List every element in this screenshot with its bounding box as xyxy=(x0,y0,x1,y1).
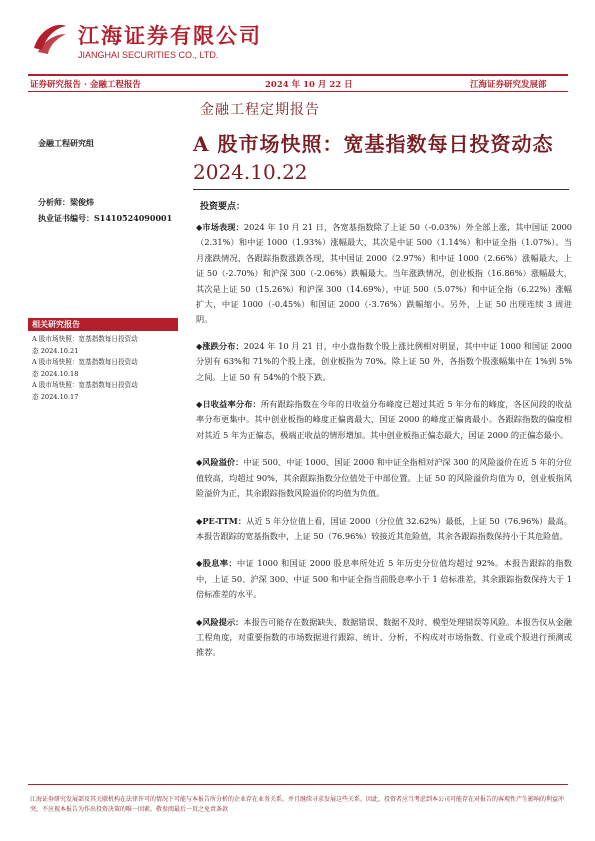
related-item: 态 2024.10.21 xyxy=(32,346,79,355)
header-bottom-rule xyxy=(28,91,568,92)
paragraph-label: ◆风险溢价： xyxy=(196,457,244,468)
paragraph-label: ◆日收益率分布： xyxy=(196,399,261,410)
paragraph-text: 2024 年 10 月 21 日，中小盘指数个股上涨比例相对明显，其中中证 1000 和国证 2000 分别有 63%和 71%的个股上涨，创业板指为 70%。除上证 50 外，各指数个股涨幅集中在 1%到 5%之间。上证 50 有 54%的个股下跌。 xyxy=(196,340,573,382)
paragraph-label: ◆风险提示： xyxy=(196,616,244,627)
company-logo-icon xyxy=(30,18,70,58)
key-points-body xyxy=(196,220,572,673)
report-title: A 股市场快照：宽基指数每日投资动态 xyxy=(193,132,554,156)
paragraph-risk-premium xyxy=(196,455,572,501)
header-top-rule xyxy=(28,74,568,76)
paragraph-dividend-yield xyxy=(196,556,572,602)
related-item: A 股市场快照：宽基指数每日投资动 xyxy=(32,335,138,343)
paragraph-text: 从近 5 年分位值上看，国证 2000（分位值 32.62%）最低，上证 50（76.96%）最高。本报告跟踪的宽基指数中，上证 50（76.96%）较接近其危险值，其余各跟踪指数保持小于其危险值。 xyxy=(196,515,573,541)
paragraph-advance-decline xyxy=(196,339,572,385)
paragraph-return-distribution xyxy=(196,397,572,443)
paragraph-text: 本报告可能存在数据缺失、数据错误、数据不及时、模型处理错误等风险。本报告仅从金融工程角度，对重要指数的市场数据进行跟踪、统计、分析，不构成对市场指数、行业或个股进行预测或推荐。 xyxy=(196,616,572,658)
related-item: A 股市场快照：宽基指数每日投资动 xyxy=(32,358,138,367)
paragraph-text: 中证 1000 和国证 2000 股息率所处近 5 年历史分位值均超过 92%。本报告跟踪的指数中，上证 50、沪深 300、中证 500 和中证全指当前股息率小于 1 倍标准差，其余跟踪指数保持大于 1 倍标准差的水平。 xyxy=(196,558,572,600)
institute-name: 江海证券研究发展部 xyxy=(470,80,547,90)
report-date: 2024 年 10 月 22 日 xyxy=(265,80,353,90)
disclaimer-text: 江海证券研究发展部及其关联机构在法律许可的情况下可能与本报告所分析的企业存在业务关系，并且继续寻求发展这些关系。因此，投资者应当考虑到本公司可能存在对报告的客观性产生影响的利益冲突，不应视本报告为作出投资决策的唯一因素。敬参阅最后一页之免责条款 xyxy=(30,796,565,813)
paragraph-label: ◆涨跌分布： xyxy=(196,340,244,351)
brand-name-en: JIANGHAI SECURITIES CO., LTD. xyxy=(78,50,219,60)
related-research-title: 相关研究报告 xyxy=(32,319,80,329)
analyst-name: 分析师：梁俊炜 xyxy=(38,197,94,207)
paragraph-text: 中证 500、中证 1000、国证 2000 和中证全指相对沪深 300 的风险溢价在近 5 年的分位值较高，均超过 90%，其余跟踪指数分位值处于中部位置。上证 50 的风险溢价均值为 0，创业板指风险溢价为正，其余跟踪指数风险溢价的均值为负值。 xyxy=(196,457,572,499)
title-divider xyxy=(193,189,569,190)
section-label: 投资要点： xyxy=(200,202,246,212)
paragraph-text: 2024 年 10 月 21 日，各宽基指数除了上证 50（-0.03%）外全部上涨，其中国证 2000（2.31%）和中证 1000（1.93%）涨幅最大，其次是中证 500（1.14%）和中证全指（1.07%）。当月涨跌情况，各跟踪指数涨跌各现，其中国证 2000（2.97%）和中证 1000（2.66%）涨幅最大，上证 50（-2.70%）和沪深 300（-2.06%）跌幅最大。当年涨跌情况，创业板指（16.86%）涨幅最大，其次是上证 50（15.26%）和沪深 300（14.69%），中证 500（5.07%）和中证全指（6.22%）涨幅扩大，中证 1000（-0.45%）和国证 2000（-3.76%）跌幅缩小。另外，上证 50 出现连续 3 周进阴。 xyxy=(196,222,572,325)
report-title-date: 2024.10.22 xyxy=(193,160,308,184)
paragraph-risk-warning xyxy=(196,615,572,661)
paragraph-label: ◆PE-TTM： xyxy=(196,515,247,526)
research-group: 金融工程研究组 xyxy=(38,138,94,148)
certificate-number: 执业证书编号：S1410524090001 xyxy=(38,213,173,223)
related-item: 态 2024.10.18 xyxy=(32,369,79,378)
related-item: A 股市场快照：宽基指数每日投资动 xyxy=(32,381,138,390)
paragraph-text: 所有跟踪指数在今年的日收益分布峰度已超过其近 5 年分布的峰度，各区间段的收益率分布更集中。其中创业板指的峰度正偏离最大，国证 2000 的峰度正偏离最小。各跟踪指数的偏度相对其近 5 年为正偏态，极端正收益的情形增加。其中创业板指正偏态最大，国证 2000 的正偏态最小。 xyxy=(196,399,573,440)
paragraph-label: ◆市场表现： xyxy=(196,222,244,232)
brand-name-cn: 江海证券有限公司 xyxy=(78,23,262,48)
report-subtitle: 金融工程定期报告 xyxy=(200,102,320,118)
paragraph-market-performance xyxy=(196,220,572,328)
paragraph-pe-ttm xyxy=(196,514,572,545)
footer-rule xyxy=(28,784,568,785)
related-research-list xyxy=(32,334,178,404)
report-type: 证券研究报告 · 金融工程报告 xyxy=(30,80,141,90)
paragraph-label: ◆股息率： xyxy=(196,558,238,569)
related-item: 态 2024.10.17 xyxy=(32,392,79,401)
